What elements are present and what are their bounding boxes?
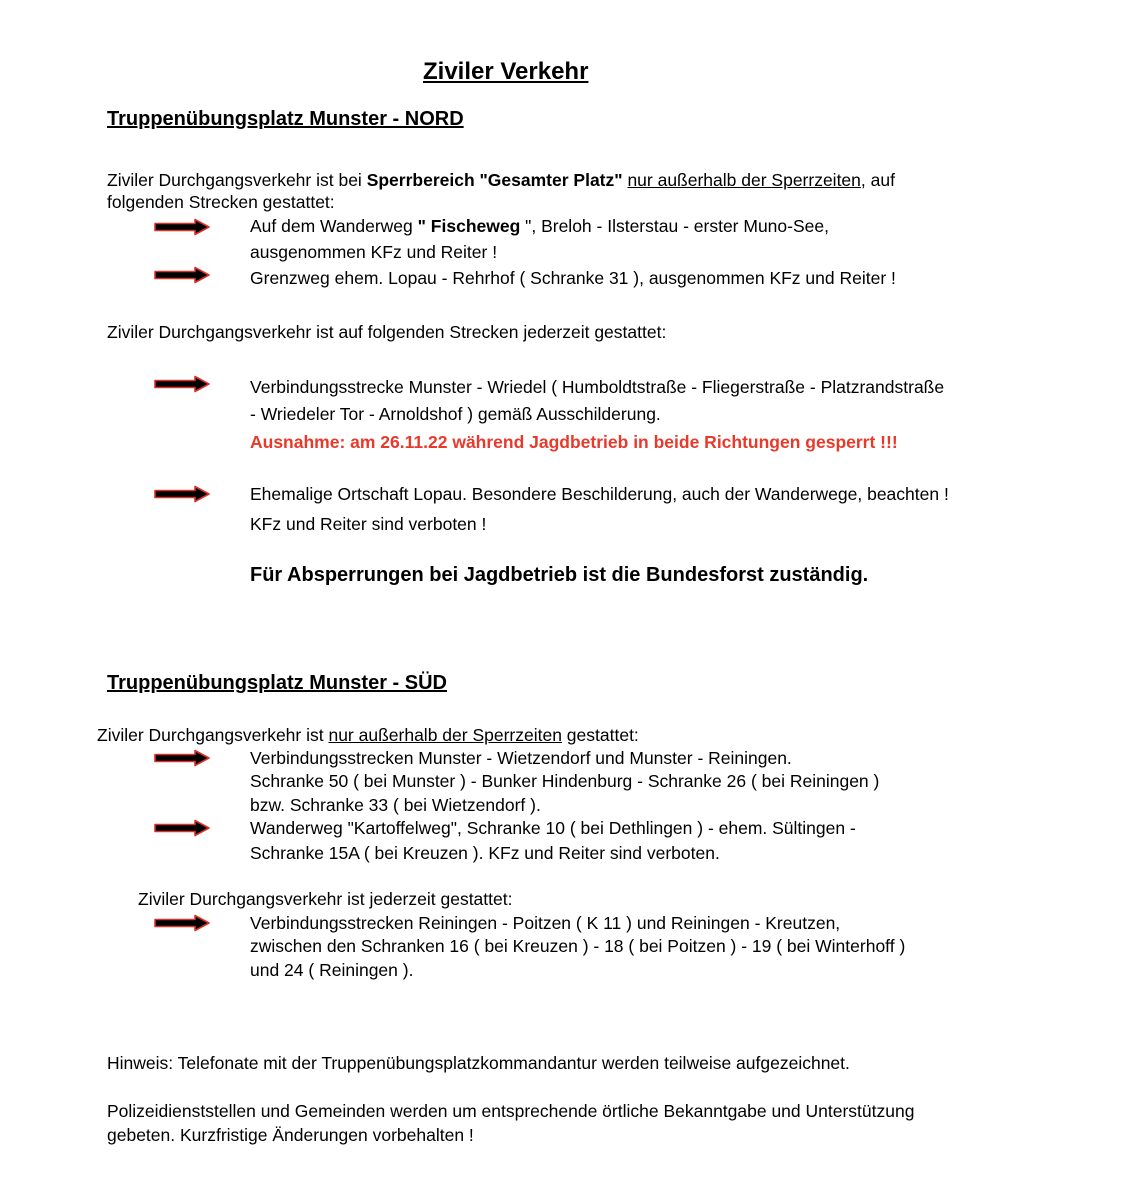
sued-intro-line1 [97,723,639,747]
sued-intro-underlined: nur außerhalb der Sperrzeiten [328,725,562,745]
nord-intro-line1 [107,168,895,192]
page-title: Ziviler Verkehr [423,58,589,85]
sued-item3-line2: zwischen den Schranken 16 ( bei Kreuzen ) - 18 ( bei Poitzen ) - 19 ( bei Winterhoff ) [250,936,906,956]
sued-item2-line1: Wanderweg "Kartoffelweg", Schranke 10 ( bei Dethlingen ) - ehem. Sültingen - [250,818,856,838]
nord-item3-line2: - Wriedeler Tor - Arnoldshof ) gemäß Ausschilderung. [250,404,661,424]
right-arrow-icon [154,749,210,767]
section-heading-nord: Truppenübungsplatz Munster - NORD [107,108,464,130]
nord-item1-text: Auf dem Wanderweg [250,216,418,236]
nord-intro-bold: Sperrbereich "Gesamter Platz" [366,170,623,190]
right-arrow-icon [154,819,210,837]
right-arrow-icon [154,218,210,236]
nord-item3-exception: Ausnahme: am 26.11.22 während Jagdbetrieb in beide Richtungen gesperrt !!! [250,432,898,452]
nord-item4-line1: Ehemalige Ortschaft Lopau. Besondere Beschilderung, auch der Wanderwege, beachten ! [250,484,949,504]
nord-item1-line2: ausgenommen KFz und Reiter ! [250,242,498,262]
sued-intro-text: Ziviler Durchgangsverkehr ist [97,725,329,745]
sued-item1-line1: Verbindungsstrecken Munster - Wietzendorf und Munster - Reiningen. [250,748,792,768]
nord-intro-underlined: nur außerhalb der Sperrzeiten [627,170,861,190]
right-arrow-icon [154,266,210,284]
sued-item3-line3: und 24 ( Reiningen ). [250,960,414,980]
sued-intro-end: gestattet: [561,725,639,745]
nord-item1-line1 [250,214,829,238]
right-arrow-icon [154,914,210,932]
nord-note: Für Absperrungen bei Jagdbetrieb ist die Bundesforst zuständig. [250,564,869,586]
nord-item2: Grenzweg ehem. Lopau - Rehrhof ( Schranke 31 ), ausgenommen KFz und Reiter ! [250,268,896,288]
sued-item3-line1: Verbindungsstrecken Reiningen - Poitzen ( K 11 ) und Reiningen - Kreutzen, [250,913,841,933]
nord-item3-line1: Verbindungsstrecke Munster - Wriedel ( Humboldtstraße - Fliegerstraße - Platzrandstraße [250,377,945,397]
nord-intro-line2: folgenden Strecken gestattet: [107,192,335,212]
sued-intro2: Ziviler Durchgangsverkehr ist jederzeit gestattet: [138,889,513,909]
nord-item1-bold: " Fischeweg [417,216,526,236]
section-heading-sued: Truppenübungsplatz Munster - SÜD [107,672,447,694]
sued-item1-line2: Schranke 50 ( bei Munster ) - Bunker Hindenburg - Schranke 26 ( bei Reiningen ) [250,771,880,791]
sued-item2-line2: Schranke 15A ( bei Kreuzen ). KFz und Reiter sind verboten. [250,843,720,863]
nord-intro2: Ziviler Durchgangsverkehr ist auf folgenden Strecken jederzeit gestattet: [107,322,667,342]
right-arrow-icon [154,485,210,503]
nord-item1-rest: ", Breloh - Ilsterstau - erster Muno-See, [525,216,829,236]
footer-hinweis: Hinweis: Telefonate mit der Truppenübungsplatzkommandantur werden teilweise aufgezeichnet. [107,1053,850,1073]
nord-item4-line2: KFz und Reiter sind verboten ! [250,514,487,534]
footer-police-line1: Polizeidienststellen und Gemeinden werden um entsprechende örtliche Bekanntgabe und Unterstützung [107,1101,915,1121]
nord-intro-text: Ziviler Durchgangsverkehr ist bei [107,170,367,190]
right-arrow-icon [154,375,210,393]
sued-item1-line3: bzw. Schranke 33 ( bei Wietzendorf ). [250,795,541,815]
nord-intro-end: , auf [860,170,895,190]
footer-police-line2: gebeten. Kurzfristige Änderungen vorbehalten ! [107,1125,474,1145]
